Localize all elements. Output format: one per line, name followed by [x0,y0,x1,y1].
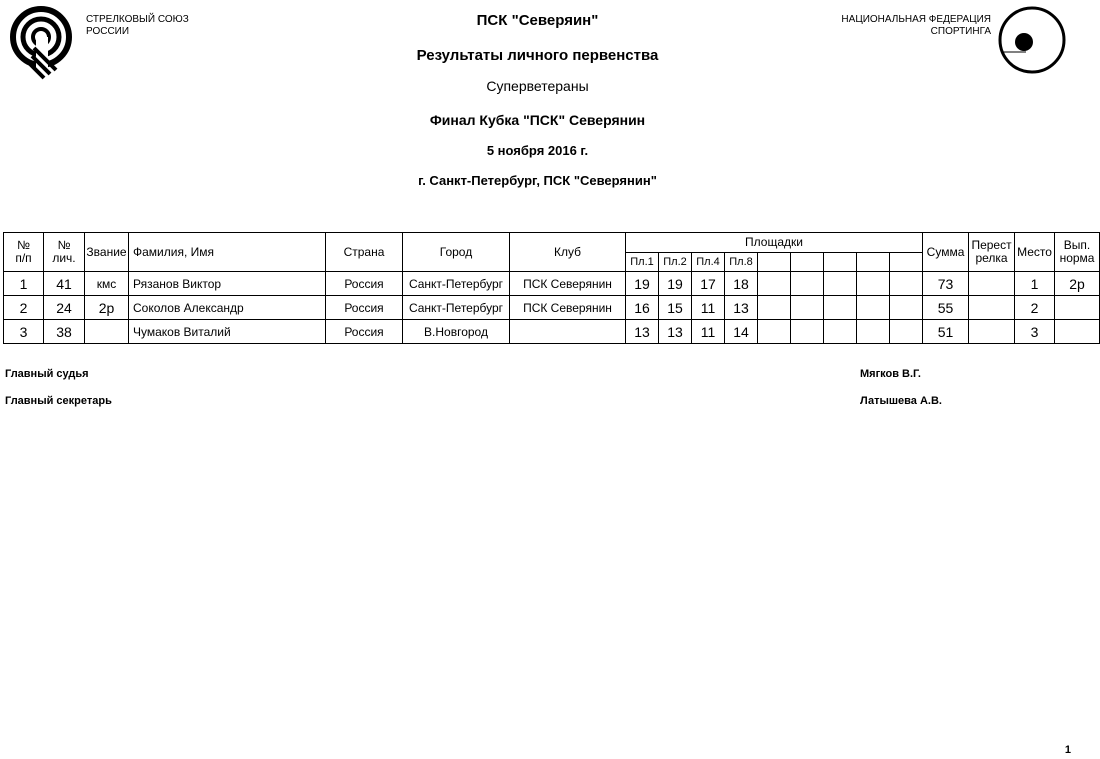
cell-empty [824,296,857,320]
org-right-line-1: НАЦИОНАЛЬНАЯ ФЕДЕРАЦИЯ [841,14,991,25]
cell-empty [890,272,923,296]
header-range-empty [824,253,857,272]
event-date: 5 ноября 2016 г. [486,143,589,158]
cell-score: 18 [725,272,758,296]
results-table [3,232,1100,344]
org-left-line-1: СТРЕЛКОВЫЙ СОЮЗ [86,14,189,25]
cell-city: В.Новгород [403,320,510,344]
cell-num: 2 [4,296,44,320]
header-shootoff [969,233,1015,272]
cell-name: Рязанов Виктор [129,272,326,296]
cell-country: Россия [326,296,403,320]
cell-bib: 24 [44,296,85,320]
cell-empty [791,320,824,344]
header-range-8: Пл.8 [725,253,758,272]
table-row [4,272,1100,296]
cell-club: ПСК Северянин [510,296,626,320]
header-country: Страна [326,233,403,272]
header-range-2: Пл.2 [659,253,692,272]
header-range-4: Пл.4 [692,253,725,272]
cell-score: 19 [659,272,692,296]
event-name: Финал Кубка "ПСК" Северянин [429,112,646,128]
cell-shootoff [969,320,1015,344]
cell-norm [1055,320,1100,344]
header-name: Фамилия, Имя [129,233,326,272]
header-num-line-1: № [17,238,30,252]
cell-empty [758,272,791,296]
header-norm [1055,233,1100,272]
cell-sum: 55 [923,296,969,320]
header-sum: Сумма [923,233,969,272]
cell-score: 15 [659,296,692,320]
cell-place: 2 [1015,296,1055,320]
cell-empty [890,296,923,320]
org-left-line-2: РОССИИ [86,26,130,37]
cell-name: Чумаков Виталий [129,320,326,344]
header-place: Место [1015,233,1055,272]
event-location: г. Санкт-Петербург, ПСК "Северянин" [418,173,657,188]
cell-score: 13 [725,296,758,320]
header-num-line-2: п/п [15,251,32,265]
cell-city: Санкт-Петербург [403,272,510,296]
cell-num: 1 [4,272,44,296]
cell-score: 11 [692,320,725,344]
header-shootoff-line-1: Перест [971,238,1012,252]
header-norm-line-1: Вып. [1063,238,1091,252]
cell-empty [824,320,857,344]
cell-rank: кмс [85,272,129,296]
cell-empty [890,320,923,344]
cell-place: 1 [1015,272,1055,296]
cell-club: ПСК Северянин [510,272,626,296]
cell-score: 16 [626,296,659,320]
header-num [4,233,44,272]
page-number: 1 [1064,744,1071,756]
header-shootoff-line-2: релка [975,251,1008,265]
cell-norm [1055,296,1100,320]
cell-norm: 2р [1055,272,1100,296]
cell-club [510,320,626,344]
cell-rank: 2р [85,296,129,320]
cell-shootoff [969,296,1015,320]
header-city: Город [403,233,510,272]
header-range-1: Пл.1 [626,253,659,272]
cell-empty [758,320,791,344]
club-name: ПСК "Северяин" [476,12,599,29]
cell-empty [758,296,791,320]
cell-name: Соколов Александр [129,296,326,320]
org-right-line-2: СПОРТИНГА [930,26,991,37]
cell-empty [824,272,857,296]
cell-empty [857,272,890,296]
cell-shootoff [969,272,1015,296]
cell-country: Россия [326,272,403,296]
cell-bib: 41 [44,272,85,296]
cell-rank [85,320,129,344]
header-range-empty [758,253,791,272]
secretary-name: Латышева А.В. [860,395,942,407]
category: Суперветераны [486,78,589,94]
header-bib [44,233,85,272]
secretary-label: Главный секретарь [5,395,112,407]
cell-score: 17 [692,272,725,296]
table-row [4,296,1100,320]
header-bib-line-1: № [57,238,71,252]
cell-empty [791,272,824,296]
header-ranges: Площадки [626,233,923,253]
header-range-empty [791,253,824,272]
cell-bib: 38 [44,320,85,344]
cell-empty [857,296,890,320]
cell-score: 14 [725,320,758,344]
judge-label: Главный судья [5,368,89,380]
header-range-empty [857,253,890,272]
cell-sum: 73 [923,272,969,296]
cell-score: 13 [659,320,692,344]
page-title: Результаты личного первенства [416,47,659,64]
cell-city: Санкт-Петербург [403,296,510,320]
cell-num: 3 [4,320,44,344]
cell-score: 11 [692,296,725,320]
header-club: Клуб [510,233,626,272]
header-range-empty [890,253,923,272]
cell-score: 19 [626,272,659,296]
cell-place: 3 [1015,320,1055,344]
table-row [4,320,1100,344]
header-rank: Звание [85,233,129,272]
cell-score: 13 [626,320,659,344]
header-norm-line-2: норма [1059,251,1095,265]
header-bib-line-2: лич. [52,251,76,265]
cell-empty [857,320,890,344]
cell-sum: 51 [923,320,969,344]
cell-country: Россия [326,320,403,344]
judge-name: Мягков В.Г. [860,368,921,380]
cell-empty [791,296,824,320]
